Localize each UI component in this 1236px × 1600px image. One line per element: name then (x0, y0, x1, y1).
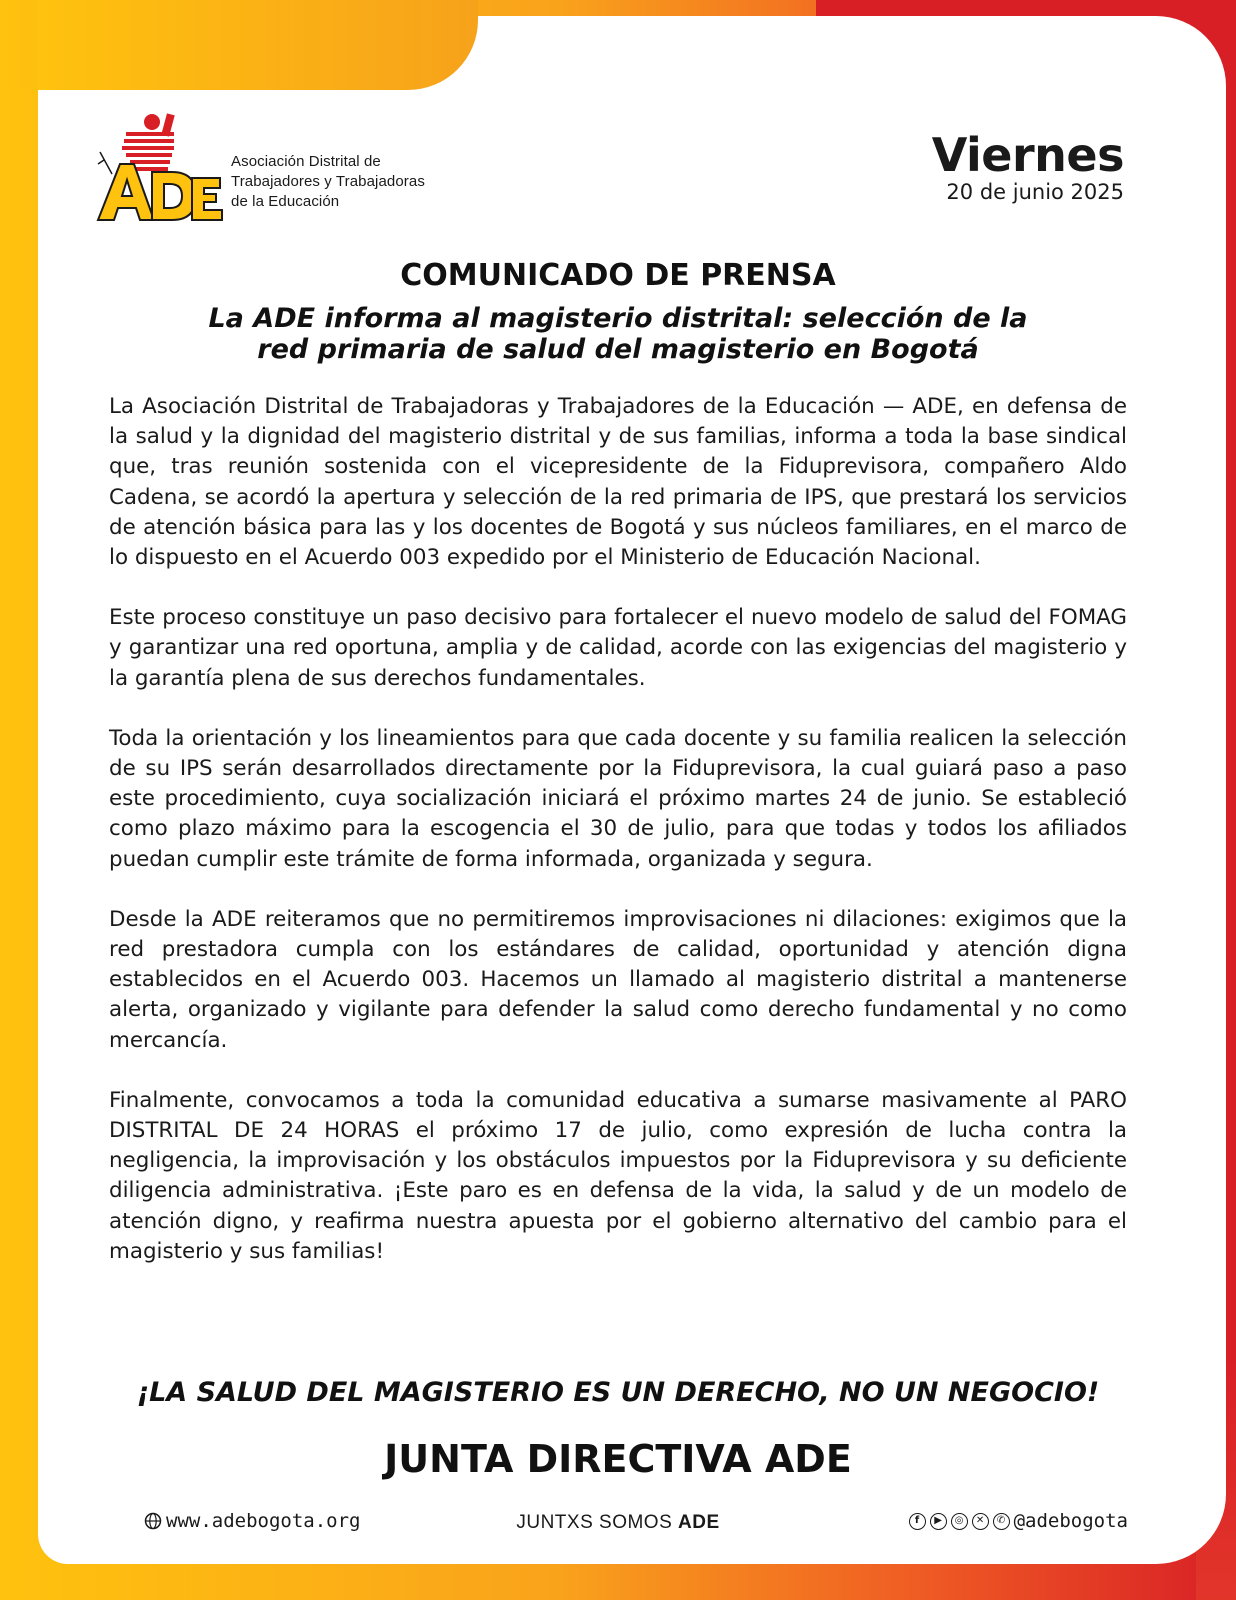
press-release-body (109, 392, 1127, 1297)
press-release-subtitle (150, 303, 1086, 365)
footer-social (909, 1510, 1128, 1532)
social-handle[interactable]: @adebogota (1013, 1510, 1128, 1532)
date-block (931, 128, 1124, 206)
date-label: 20 de junio 2025 (946, 180, 1124, 204)
slogan: ¡LA SALUD DEL MAGISTERIO ES UN DERECHO, NO UN NEGOCIO! (136, 1377, 1100, 1408)
press-release-title: COMUNICADO DE PRENSA (400, 258, 836, 293)
org-name-line: Asociación Distrital de (231, 153, 381, 170)
body-paragraph: Toda la orientación y los lineamientos para que cada docente y su familia realicen la selección de su IPS serán desarrollados directamente por la Fiduprevisora, la cual guiará paso a paso este procedimiento, cuya socialización iniciará el próximo martes 24 de junio. Se estableció como plazo máximo para la escogencia el 30 de julio, para que todas y todos los afiliados puedan cumplir este trámite de forma informada, organizada y segura. (109, 725, 1127, 872)
org-name-line: de la Educación (231, 193, 340, 210)
ade-logo-icon (96, 112, 226, 228)
org-name-line: Trabajadores y Trabajadoras (231, 173, 425, 190)
facebook-icon[interactable]: f (909, 1513, 926, 1530)
youtube-icon[interactable]: ▶ (930, 1513, 947, 1530)
tagline-brand: ADE (678, 1512, 720, 1533)
body-paragraph: La Asociación Distrital de Trabajadoras y Trabajadores de la Educación — ADE, en defensa de la salud y la dignidad del magisterio distrital y de sus familias, informa a toda la base sindical que, tras reunión sostenida con el vicepresidente de la Fiduprevisora, compañero Aldo Cadena, se acordó la apertura y selección de la red primaria de IPS, que prestará los servicios de atención básica para las y los docentes de Bogotá y sus núcleos familiares, en el marco de lo dispuesto en el Acuerdo 003 expedido por el Ministerio de Educación Nacional. (109, 394, 1127, 571)
day-label: Viernes (931, 128, 1124, 182)
signature: JUNTA DIRECTIVA ADE (384, 1437, 852, 1481)
subtitle-line: La ADE informa al magisterio distrital: selección de la (208, 303, 1028, 334)
body-paragraph: Este proceso constituye un paso decisivo para fortalecer el nuevo modelo de salud del FOMAG y garantizar una red oportuna, amplia y de calidad, acorde con las exigencias del magisterio y la garantía plena de sus derechos fundamentales. (109, 605, 1127, 691)
card-yellow-notch (38, 0, 478, 90)
whatsapp-icon[interactable]: ✆ (993, 1513, 1010, 1530)
ade-logo (96, 112, 426, 232)
body-paragraph: Finalmente, convocamos a toda la comunidad educativa a sumarse masivamente al PARO DISTRITAL DE 24 HORAS el próximo 17 de julio, como expresión de lucha contra la negligencia, la improvisación y los obstáculos impuestos por la Fiduprevisora y su deficiente diligencia administrativa. ¡Este paro es en defensa de la vida, la salud y de un modelo de atención digno, y reafirma nuestra apuesta por el gobierno alternativo del cambio para el magisterio y sus familias! (109, 1087, 1127, 1264)
body-paragraph: Desde la ADE reiteramos que no permitiremos improvisaciones ni dilaciones: exigimos que la red prestadora cumpla con los estándares de calidad, oportunidad y atención digna establecidos en el Acuerdo 003. Hacemos un llamado al magisterio distrital a mantenerse alerta, organizado y vigilante para defender la salud como derecho fundamental y no como mercancía. (109, 906, 1127, 1053)
tagline-text: JUNTXS SOMOS (516, 1512, 679, 1533)
website-link[interactable]: www.adebogota.org (166, 1510, 361, 1532)
x-icon[interactable]: ✕ (972, 1513, 989, 1530)
subtitle-line: red primaria de salud del magisterio en Bogotá (257, 334, 979, 365)
organization-name (231, 152, 441, 212)
footer (0, 1510, 1236, 1550)
instagram-icon[interactable]: ◎ (951, 1513, 968, 1530)
